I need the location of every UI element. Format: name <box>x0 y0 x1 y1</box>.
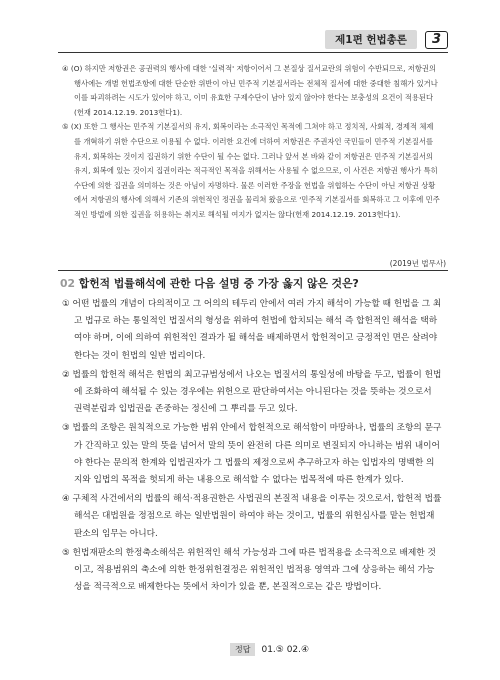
answer-key <box>230 643 309 656</box>
answer-value: 01.⑤ 02.④ <box>261 644 310 655</box>
exam-source-label: (2019년 법무사) <box>389 259 446 268</box>
page-header <box>325 30 448 49</box>
page-number: 3 <box>425 31 448 49</box>
header-divider <box>58 52 448 53</box>
explanation-item: ⑤ (X) 또한 그 행사는 민주적 기본질서의 유지, 회복이라는 소극적인 목적에 그쳐야 하고 정치적, 사회적, 경제적 체제를 개혁하기 위한 수단으로 이용될 수 없다. 이러한 요건에 더하여 저항권은 주권자인 국민들이 민주적 기본질서를 유지, 회복하는 것이지 집권하기 위한 수단이 될 수는 없다. 그러나 앞서 본 바와 같이 저항권은 민주적 기본질서의 유지, 회복에 있는 것이지 집권이라는 적극적인 목적을 위해서는 사용될 수 없으므로, 이 사건은 저항권 행사가 특히 수단에 의한 집권을 의미하는 것은 아님이 자명하다. 물론 이러한 주장을 헌법을 위협하는 수단이 아닌 저항권 상황에서 저항권의 행사에 의해서 기존의 위헌적인 정권을 물리쳐 왔음으로 '민주적 기본질서를 회복하고 그 이후에 민주적인 방법에 의한 집권을 허용하는 취지로 해석될 여지가 없지는 않다(헌재 2014.12.19. 2013헌다1). <box>62 122 440 219</box>
explanation-item: ④ (O) 하지만 저항권은 공권력의 행사에 대한 '실력적' 저항이어서 그 본질상 질서교란의 위험이 수반되므로, 저항권의 행사에는 개별 헌법조항에 대한 단순한 위반이 아닌 민주적 기본질서라는 전체적 질서에 대한 중대한 침해가 있거나 이를 파괴하려는 시도가 있어야 하고, 이미 유효한 구제수단이 남아 있지 않아야 한다는 보충성의 요건이 적용된다(헌재 2014.12.19. 2013헌다1). <box>62 64 438 117</box>
choice-item: ④ 구체적 사건에서의 법률의 해석·적용권한은 사법권의 본질적 내용을 이루는 것으로서, 합헌적 법률해석은 대법원을 정점으로 하는 일반법원이 하여야 하는 것이고, 법률의 위헌심사를 맡는 헌법재판소의 임무는 아니다. <box>62 494 442 539</box>
choice-item: ② 법률의 합헌적 해석은 헌법의 최고규범성에서 나오는 법질서의 통일성에 바탕을 두고, 법률이 헌법에 조화하여 해석될 수 있는 경우에는 위헌으로 판단하여서는 아니된다는 것을 뜻하는 것으로서 권력분립과 입법권을 존중하는 정신에 그 뿌리를 두고 있다. <box>62 369 442 415</box>
answer-choices <box>62 296 442 598</box>
choice-item: ⑤ 헌법재판소의 한정축소해석은 위헌적인 해석 가능성과 그에 따른 법적용을 소극적으로 배제한 것이고, 적용범위의 축소에 의한 한정위헌결정은 위헌적인 법적용 영역과 그에 상응하는 해석 가능성을 적극적으로 배제한다는 뜻에서 차이가 있을 뿐, 본질적으로는 같은 방법이다. <box>62 547 436 593</box>
answer-tag: 정답 <box>230 643 255 656</box>
chapter-label: 제1편 헌법총론 <box>325 30 417 49</box>
explanation-section <box>62 62 440 223</box>
question-divider <box>58 270 448 271</box>
choice-item: ① 어떤 법률의 개념이 다의적이고 그 어의의 테두리 안에서 여러 가지 해석이 가능할 때 헌법을 그 최고 법규로 하는 통일적인 법질서의 형성을 위하여 헌법에 합치되는 해석 즉 합헌적인 해석을 택하여야 하며, 이에 의하여 위헌적인 결과가 될 해석을 배제하면서 합헌적이고 긍정적인 면은 살려야 한다는 것이 헌법의 일반 법리이다. <box>62 299 442 361</box>
question-heading <box>60 276 450 291</box>
question-number: 02 <box>60 277 76 290</box>
question-text: 합헌적 법률해석에 관한 다음 설명 중 가장 옳지 않은 것은? <box>78 277 359 290</box>
choice-item: ③ 법률의 조항은 원칙적으로 가능한 범위 안에서 합헌적으로 해석함이 마땅하나, 법률의 조항의 문구가 간직하고 있는 말의 뜻을 넘어서 말의 뜻이 완전히 다른 의미로 변질되지 아니하는 범위 내이어야 한다는 문의적 한계와 입법권자가 그 법률의 제정으로써 추구하고자 하는 입법자의 명백한 의지와 입법의 목적을 헛되게 하는 내용으로 해석할 수 없다는 법목적에 따른 한계가 있다. <box>62 423 442 486</box>
